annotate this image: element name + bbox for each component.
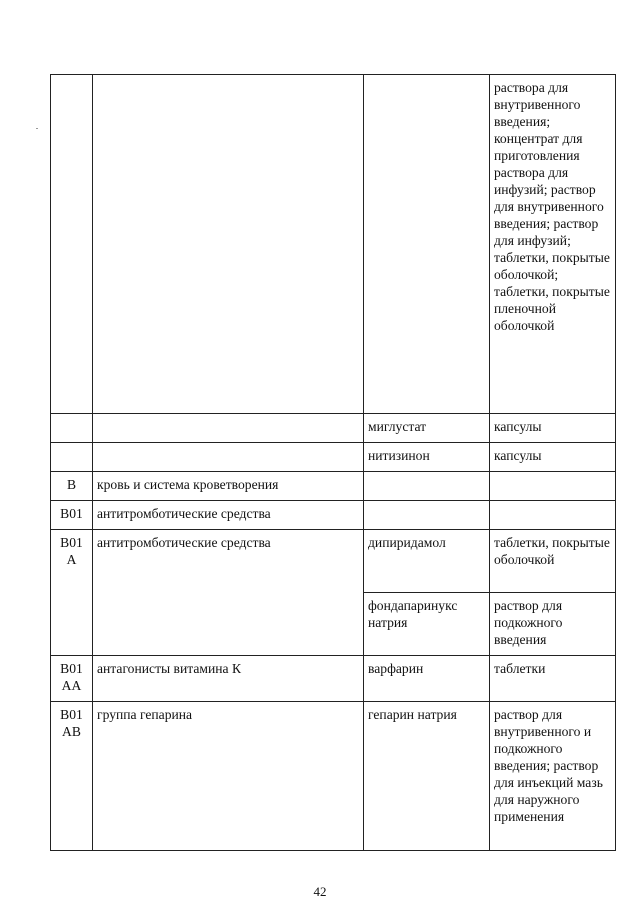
drug-name-cell: нитизинон xyxy=(364,443,490,472)
drug-name-cell xyxy=(364,501,490,530)
atc-code-cell: B xyxy=(51,472,93,501)
dosage-form-cell: раствор для подкожного введения xyxy=(490,593,616,656)
table-row xyxy=(51,530,616,593)
group-cell xyxy=(93,443,364,472)
atc-code-cell: B01 AB xyxy=(51,702,93,851)
group-cell: антитромботические средства xyxy=(93,530,364,656)
group-cell: антитромботические средства xyxy=(93,501,364,530)
table-row xyxy=(51,75,616,414)
table-row xyxy=(51,702,616,851)
dosage-form-cell xyxy=(490,501,616,530)
drug-name-cell xyxy=(364,472,490,501)
table-row xyxy=(51,656,616,702)
dosage-form-cell: таблетки, покрытые оболочкой xyxy=(490,530,616,593)
table-row xyxy=(51,414,616,443)
drug-name-cell: фондапаринукс натрия xyxy=(364,593,490,656)
scan-mark xyxy=(36,128,38,129)
drug-name-cell: дипиридамол xyxy=(364,530,490,593)
atc-code-cell xyxy=(51,414,93,443)
atc-code-cell xyxy=(51,75,93,414)
group-cell xyxy=(93,75,364,414)
group-cell: группа гепарина xyxy=(93,702,364,851)
dosage-form-cell: таблетки xyxy=(490,656,616,702)
dosage-form-cell: капсулы xyxy=(490,414,616,443)
drug-list-table xyxy=(50,74,616,851)
drug-name-cell: миглустат xyxy=(364,414,490,443)
page-number: 42 xyxy=(313,884,327,899)
table-row xyxy=(51,443,616,472)
table-row xyxy=(51,472,616,501)
atc-code-cell: B01 xyxy=(51,501,93,530)
group-cell: кровь и система кроветворения xyxy=(93,472,364,501)
drug-name-cell xyxy=(364,75,490,414)
dosage-form-cell: капсулы xyxy=(490,443,616,472)
dosage-form-cell xyxy=(490,472,616,501)
drug-name-cell: гепарин натрия xyxy=(364,702,490,851)
drug-name-cell: варфарин xyxy=(364,656,490,702)
dosage-form-cell: раствор для внутривенного и подкожного введения; раствор для инъекций мазь для наружного применения xyxy=(490,702,616,851)
group-cell: антагонисты витамина К xyxy=(93,656,364,702)
group-cell xyxy=(93,414,364,443)
dosage-form-cell: раствора для внутривенного введения; концентрат для приготовления раствора для инфузий; раствор для внутривенного введения; раствор для инфузий; таблетки, покрытые оболочкой; таблетки, покрытые пленочной оболочкой xyxy=(490,75,616,414)
table-row xyxy=(51,501,616,530)
atc-code-cell xyxy=(51,443,93,472)
atc-code-cell: B01 A xyxy=(51,530,93,656)
atc-code-cell: B01 AA xyxy=(51,656,93,702)
